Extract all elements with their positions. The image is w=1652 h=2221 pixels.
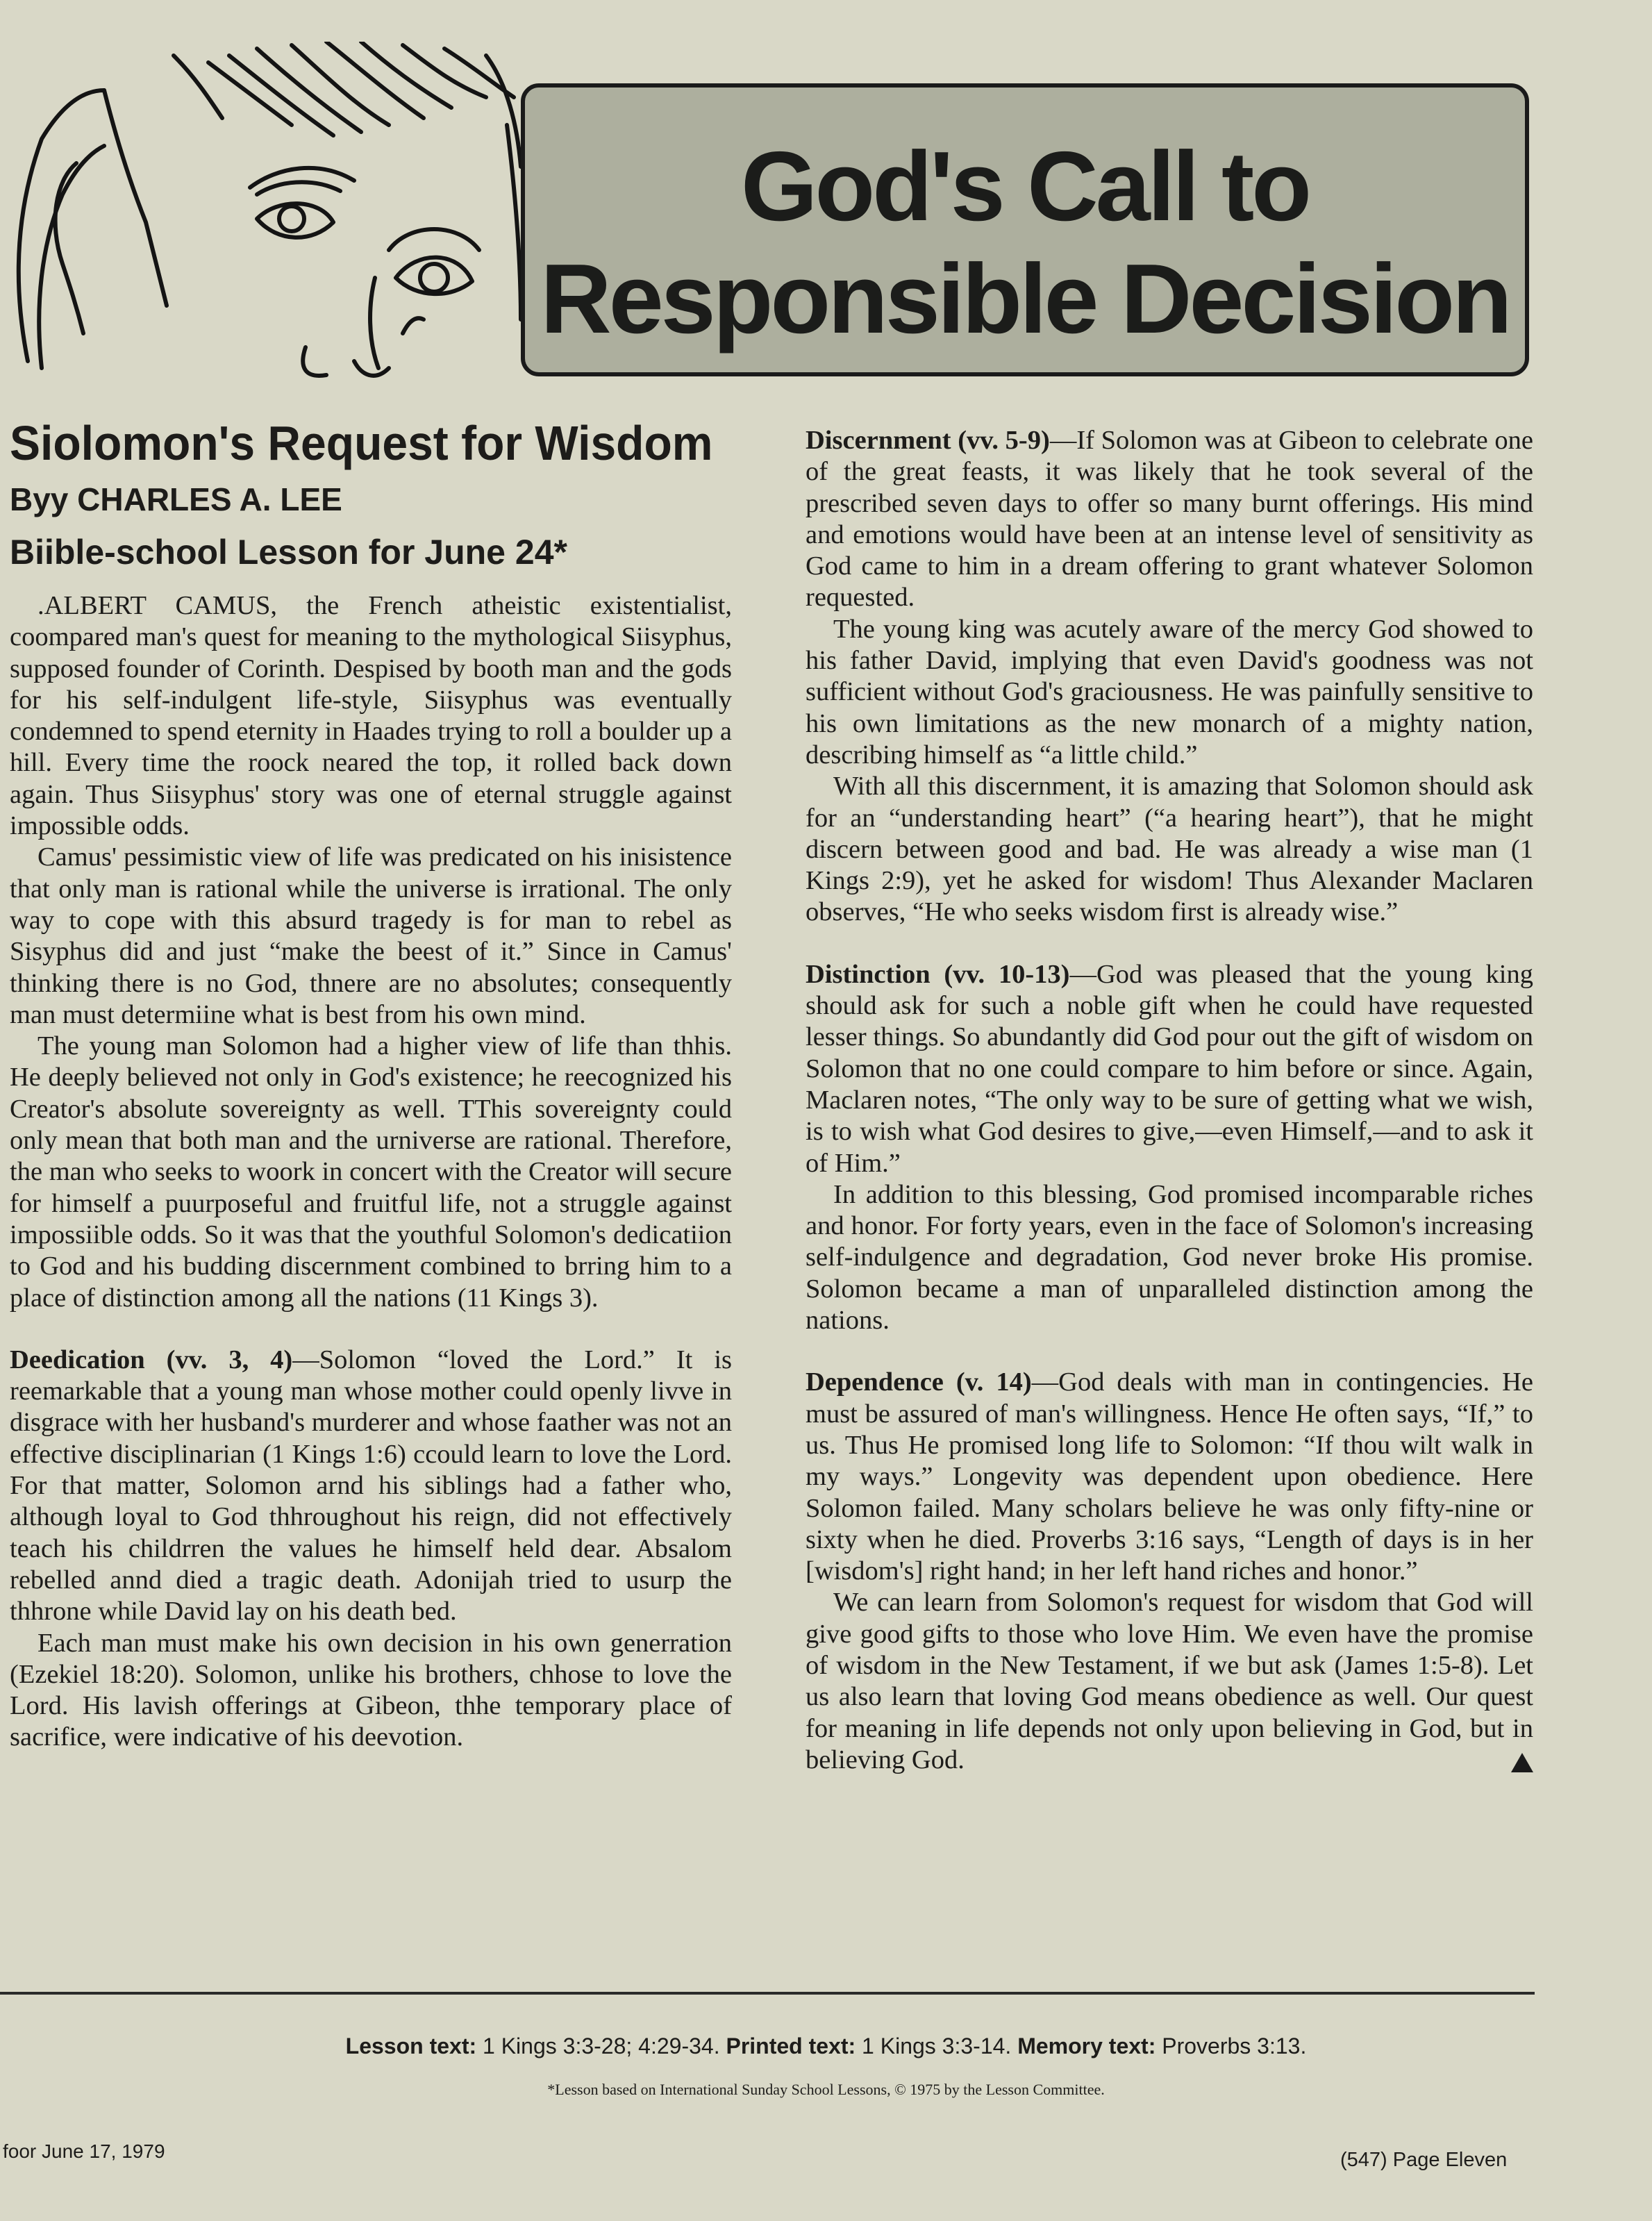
page-title — [525, 131, 1525, 356]
printed-text-label: Printed text: — [726, 2033, 856, 2058]
left-column — [10, 417, 732, 1754]
paragraph: Camus' pessimistic view of life was predicated on his inisistence that only man is rational while the universe is irrational. The only way to cope with this absurd tragedy is for man to rebel as Sisyphus did and just “make the beest of it.” Since in Camus' thinking there is no God, thnere are no absolutes; consequently man must determiine what is best from his own mind. — [10, 842, 732, 1029]
divider — [0, 1992, 1535, 1995]
lesson-text-value: 1 Kings 3:3-28; 4:29-34. — [483, 2033, 720, 2058]
paragraph: The young king was acutely aware of the mercy God showed to his father David, implying that even David's goodness was not sufficient without God's graciousness. He was painfully sensitive to his own limitations as the new monarch of a mighty nation, describing himself as “a little child.” — [806, 614, 1533, 770]
section-text: —Solomon “loved the Lord.” It is reemarkable that a young man whose mother could openly livve in disgrace with her husband's murderer and whose faather was not an effective disciplinarian (1 Kings 1:6) ccould learn to love the Lord. For that matter, Solomon arnd his siblings had a father who, although loyal to God thhroughout his reign, did not effectively teach his childrren the values he himself held dear. Absalom rebelled annd died a tragic death. Adonijah tried to usurp the thhrone while David lay on his death bed. — [10, 1345, 732, 1627]
paragraph — [806, 1587, 1533, 1776]
issue-date: foor June 17, 1979 — [3, 2140, 165, 2162]
section-text: —God deals with man in contingencies. He must be assured of man's willingness. Hence He often says, “If,” to us. Thus He promised long life to Solomon: “If thou wilt walk in my ways.” Longevity was dependent upon obedience. Here Solomon failed. Many scholars believe he was only fifty-nine or sixty when he died. Proverbs 3:16 says, “Length of days is in her [wisdom's] right hand; in her left hand riches and honor.” — [806, 1367, 1533, 1586]
section-text: —God was pleased that the young king should ask for such a noble gift when he could have requested lesser things. So abundantly did God pour out the gift of wisdom on Solomon that no one could compare to him before or since. Again, Maclaren notes, “The only way to be sure of getting what we wish, is to wish what God desires to give,—even Himself,—and to ask it of Him.” — [806, 959, 1533, 1178]
paragraph: Each man must make his own decision in his own generration (Ezekiel 18:20). Solomon, unlike his brothers, chhose to love the Lord. His lavish offerings at Gibeon, thhe temporary place of sacrifice, were indicative of his deevotion. — [10, 1628, 732, 1752]
section-heading: Deedication (vv. 3, 4) — [10, 1345, 293, 1374]
face-illustration — [0, 42, 542, 382]
section-dedication — [10, 1345, 732, 1628]
lesson-text-label: Lesson text: — [345, 2033, 477, 2058]
section-dependence — [806, 1367, 1533, 1587]
title-line-1: God's Call to — [740, 131, 1310, 242]
lesson-heading: Biible-school Lesson for June 24* — [10, 533, 567, 572]
footnote: *Lesson based on International Sunday School Lessons, © 1975 by the Lesson Committee. — [547, 2081, 1105, 2098]
paragraph: The young man Solomon had a higher view of life than thhis. He deeply believed not only in God's existence; he reecognized his Creator's absolute sovereignty as well. TThis sovereignty could only mean that both man and the urniverse are rational. Therefore, the man who seeks to woork in concert with the Creator will secure for himself a puurposeful and fruitful life, not a struggle against impossiible odds. So it was that the youthful Solomon's dedicatiion to God and his budding discernment combined to brring him to a place of distinction among all the nations (11 Kings 3). — [10, 1031, 732, 1313]
section-text: —If Solomon was at Gibeon to celebrate one of the great feasts, it was likely that he took several of the prescribed seven days to offer so many burnt offerings. His mind and emotions would have been at an intense level of sensitivity as God came to him in a dream offering to grant whatever Solomon requested. — [806, 426, 1533, 613]
right-column — [806, 425, 1533, 1776]
paragraph: In addition to this blessing, God promised incomparable riches and honor. For forty years, even in the face of Solomon's increasing self-indulgence and degradation, God never broke His promise. Solomon became a man of unparalleled distinction among the nations. — [806, 1179, 1533, 1336]
memory-text-value: Proverbs 3:13. — [1162, 2033, 1307, 2058]
section-heading: Discernment (vv. 5-9) — [806, 426, 1050, 455]
byline: Byy CHARLES A. LEE — [10, 481, 342, 517]
paragraph: .ALBERT CAMUS, the French atheistic existentialist, coompared man's quest for meaning to the mythological Siisyphus, supposed founder of Corinth. Despised by booth man and the gods for his self-indulgent life-style, Siisyphus was eventually condemned to spend eternity in Haades trying to roll a boulder up a hill. Every time the roock neared the top, it rolled back down again. Thus Siisyphus' story was one of eternal struggle against impossible odds. — [10, 591, 732, 841]
title-line-2: Responsible Decision — [540, 244, 1510, 354]
section-heading: Distinction (vv. 10-13) — [806, 959, 1070, 989]
paragraph: With all this discernment, it is amazing that Solomon should ask for an “understanding heart” (“a hearing heart”), that he might discern between good and bad. He was already a wise man (1 Kings 2:9), yet he asked for wisdom! Thus Alexander Maclaren observes, “He who seeks wisdom first is already wise.” — [806, 772, 1533, 927]
page-number: (547) Page Eleven — [1340, 2149, 1508, 2171]
memory-text-label: Memory text: — [1017, 2033, 1156, 2058]
section-heading: Dependence (v. 14) — [806, 1367, 1032, 1397]
lesson-references — [0, 2033, 1652, 2059]
section-distinction — [806, 959, 1533, 1179]
end-mark-icon — [1511, 1753, 1533, 1772]
header — [0, 42, 1652, 382]
closing-text: We can learn from Solomon's request for wisdom that God will give good gifts to those who love Him. We even have the promise of wisdom in the New Testament, if we but ask (James 1:5-8). Let us also learn that loving God means obedience as well. Our quest for meaning in life depends not only upon believing in God, but in believing God. — [806, 1588, 1533, 1774]
section-discernment — [806, 425, 1533, 614]
printed-text-value: 1 Kings 3:3-14. — [862, 2033, 1012, 2058]
article-title: Siolomon's Request for Wisdom — [10, 416, 713, 470]
title-banner — [521, 83, 1529, 376]
